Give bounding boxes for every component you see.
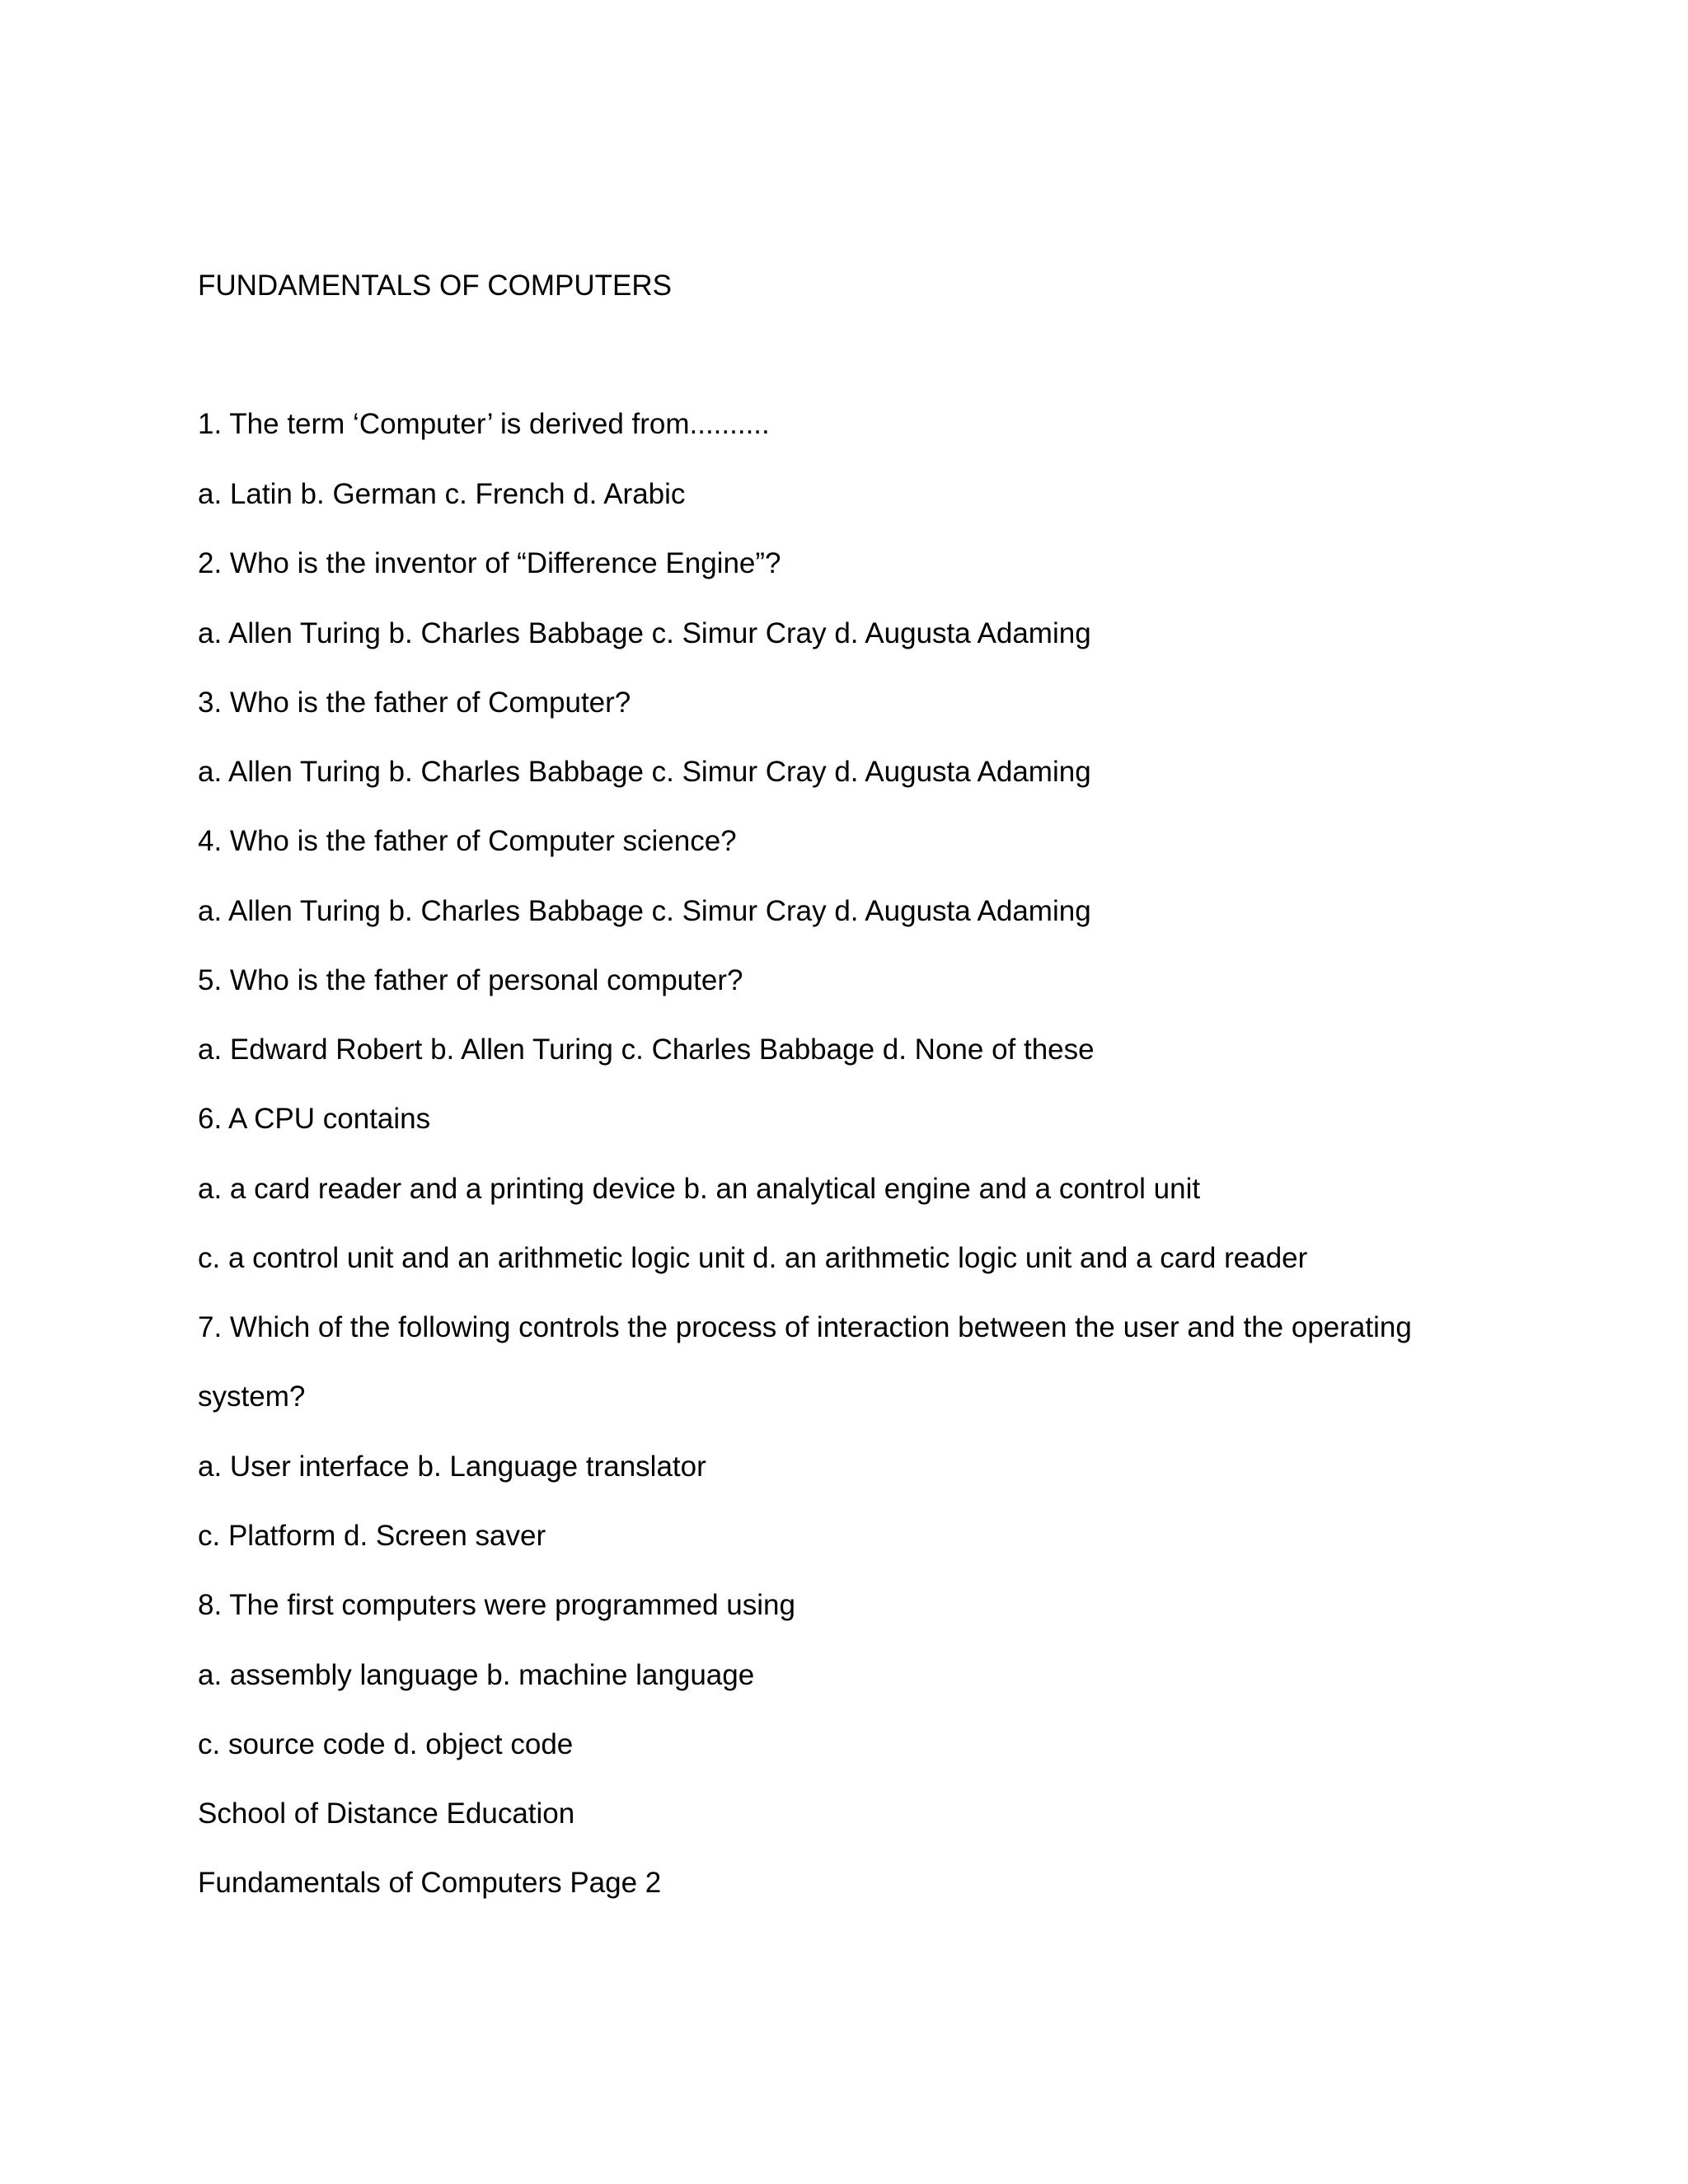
question-6: 6. A CPU contains (198, 1103, 431, 1135)
question-5-options: a. Edward Robert b. Allen Turing c. Charles Babbage d. None of these (198, 1033, 1095, 1066)
question-3: 3. Who is the father of Computer? (198, 687, 631, 719)
question-8-options-cd: c. source code d. object code (198, 1728, 574, 1760)
question-1-options: a. Latin b. German c. French d. Arabic (198, 478, 686, 510)
question-4: 4. Who is the father of Computer science? (198, 825, 737, 857)
document-title: FUNDAMENTALS OF COMPUTERS (198, 269, 672, 302)
question-7: 7. Which of the following controls the process of interaction between the user and the operating (198, 1311, 1412, 1343)
footer-page-label: Fundamentals of Computers Page 2 (198, 1867, 662, 1899)
question-4-options: a. Allen Turing b. Charles Babbage c. Simur Cray d. Augusta Adaming (198, 895, 1091, 927)
question-6-options-cd: c. a control unit and an arithmetic logic unit d. an arithmetic logic unit and a card reader (198, 1242, 1308, 1274)
question-7-continuation: system? (198, 1380, 306, 1413)
question-7-options-cd: c. Platform d. Screen saver (198, 1520, 546, 1552)
question-5: 5. Who is the father of personal computer? (198, 964, 743, 996)
footer-institution: School of Distance Education (198, 1797, 575, 1830)
question-7-options-ab: a. User interface b. Language translator (198, 1451, 706, 1483)
question-8: 8. The first computers were programmed using (198, 1589, 795, 1621)
question-2-options: a. Allen Turing b. Charles Babbage c. Simur Cray d. Augusta Adaming (198, 617, 1091, 649)
question-8-options-ab: a. assembly language b. machine language (198, 1659, 755, 1691)
question-3-options: a. Allen Turing b. Charles Babbage c. Simur Cray d. Augusta Adaming (198, 756, 1091, 788)
question-2: 2. Who is the inventor of “Difference Engine”? (198, 547, 781, 579)
question-6-options-ab: a. a card reader and a printing device b. an analytical engine and a control unit (198, 1173, 1201, 1205)
question-1: 1. The term ‘Computer’ is derived from.......... (198, 408, 770, 440)
